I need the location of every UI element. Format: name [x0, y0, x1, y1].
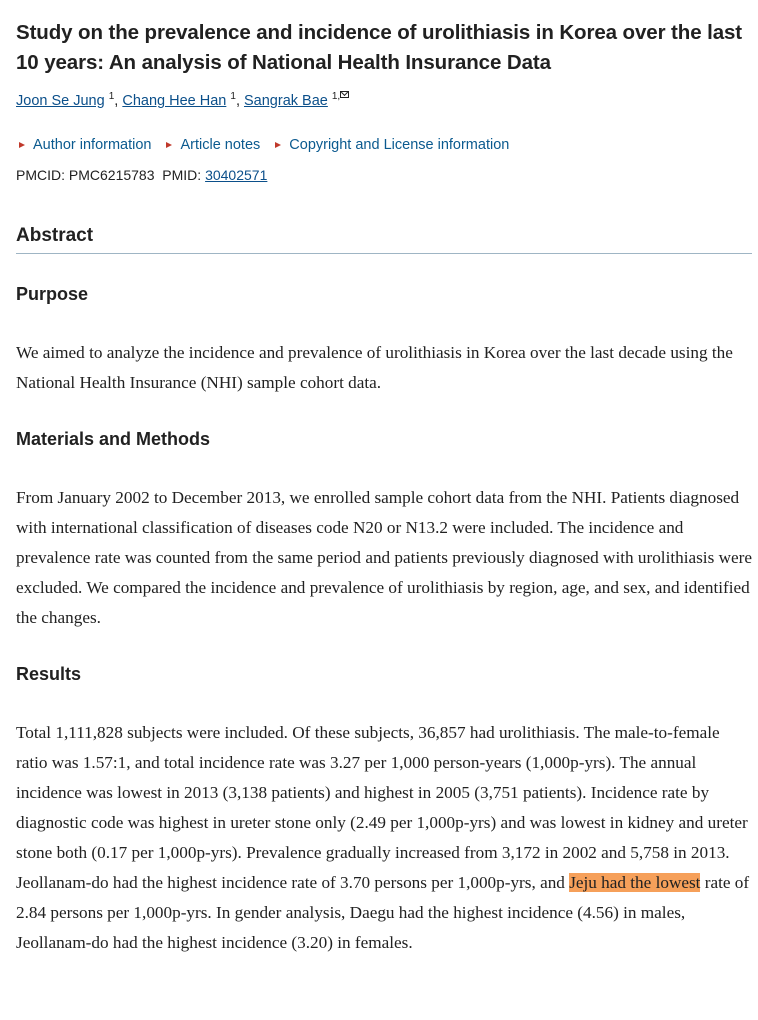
mail-icon[interactable] — [340, 91, 349, 98]
article-title: Study on the prevalence and incidence of urolithiasis in Korea over the last 10 years: An analysis of National Health Insurance Data — [16, 21, 743, 74]
triangle-right-icon — [275, 142, 281, 148]
info-link-label: Article notes — [180, 137, 261, 153]
purpose-paragraph: We aimed to analyze the incidence and prevalence of urolithiasis in Korea over the last decade using the National Health Insurance (NHI) sample cohort data. — [16, 343, 733, 392]
author-link-jung[interactable]: Joon Se Jung — [16, 93, 105, 109]
author-list: Joon Se Jung $^1$, Chang Hee Han $^1$, Sangrak Bae $^{1,}$ — [16, 90, 752, 112]
pmid-link[interactable]: 30402571 — [205, 167, 268, 183]
abstract-heading: Abstract — [16, 223, 752, 254]
methods-heading: Materials and Methods — [16, 429, 211, 449]
pmid-label: PMID: — [162, 167, 202, 183]
author-link-bae[interactable]: Sangrak Bae — [244, 93, 328, 109]
article-info-links — [16, 135, 752, 155]
info-link-label: Author information — [33, 137, 152, 153]
author-link-han[interactable]: Chang Hee Han — [122, 93, 227, 109]
results-text: Total 1,111,828 subjects were included. Of these subjects, 36,857 had urolithiasis. The male-to-female ratio was 1.57:1, and total incidence rate was 3.27 per 1,000 person-years (1,000p-yrs). The annual incidence was lowest in 2013 (3,138 patients) and highest in 2005 (3,751 patients). Incidence rate by diagnostic code was highest in ureter stone only (2.49 per 1,000p-yrs) and was lowest in kidney and ureter stone both (0.17 per 1,000p-yrs). Prevalence gradually increased from 3,172 in 2002 and 5,758 in 2013. Jeollanam-do had the highest incidence rate of 3.70 persons per 1,000p-yrs, and — [16, 723, 748, 892]
article-identifiers — [16, 165, 752, 185]
highlighted-text: Jeju had the lowest — [569, 873, 701, 892]
methods-paragraph: From January 2002 to December 2013, we enrolled sample cohort data from the NHI. Patients diagnosed with international classification of diseases code N20 or N13.2 were included. The incidence and prevalence rate was counted from the same period and patients previously diagnosed with urolithiasis were excluded. We compared the incidence and prevalence of urolithiasis by region, age, and sex, and identified the changes. — [16, 488, 752, 627]
author-affiliation: 1 — [230, 91, 236, 102]
copyright-license-toggle[interactable] — [272, 135, 509, 155]
purpose-heading: Purpose — [16, 284, 89, 304]
author-affiliation: 1, — [332, 91, 349, 102]
triangle-right-icon — [19, 142, 25, 148]
results-heading: Results — [16, 664, 82, 684]
pmcid-label: PMCID: — [16, 167, 65, 183]
triangle-right-icon — [166, 142, 172, 148]
pmcid-value: PMC6215783 — [68, 167, 155, 183]
article-notes-toggle[interactable] — [163, 135, 260, 155]
info-link-label: Copyright and License information — [289, 137, 510, 153]
author-information-toggle[interactable] — [16, 135, 151, 155]
results-text: rate of 2.84 persons per 1,000p-yrs. In gender analysis, Daegu had the highest incidence (4.56) in males, Jeollanam-do had the highest incidence (3.20) in females. — [16, 873, 750, 952]
author-affiliation: 1 — [108, 91, 115, 102]
article-page — [16, 0, 752, 958]
results-paragraph — [16, 718, 752, 958]
